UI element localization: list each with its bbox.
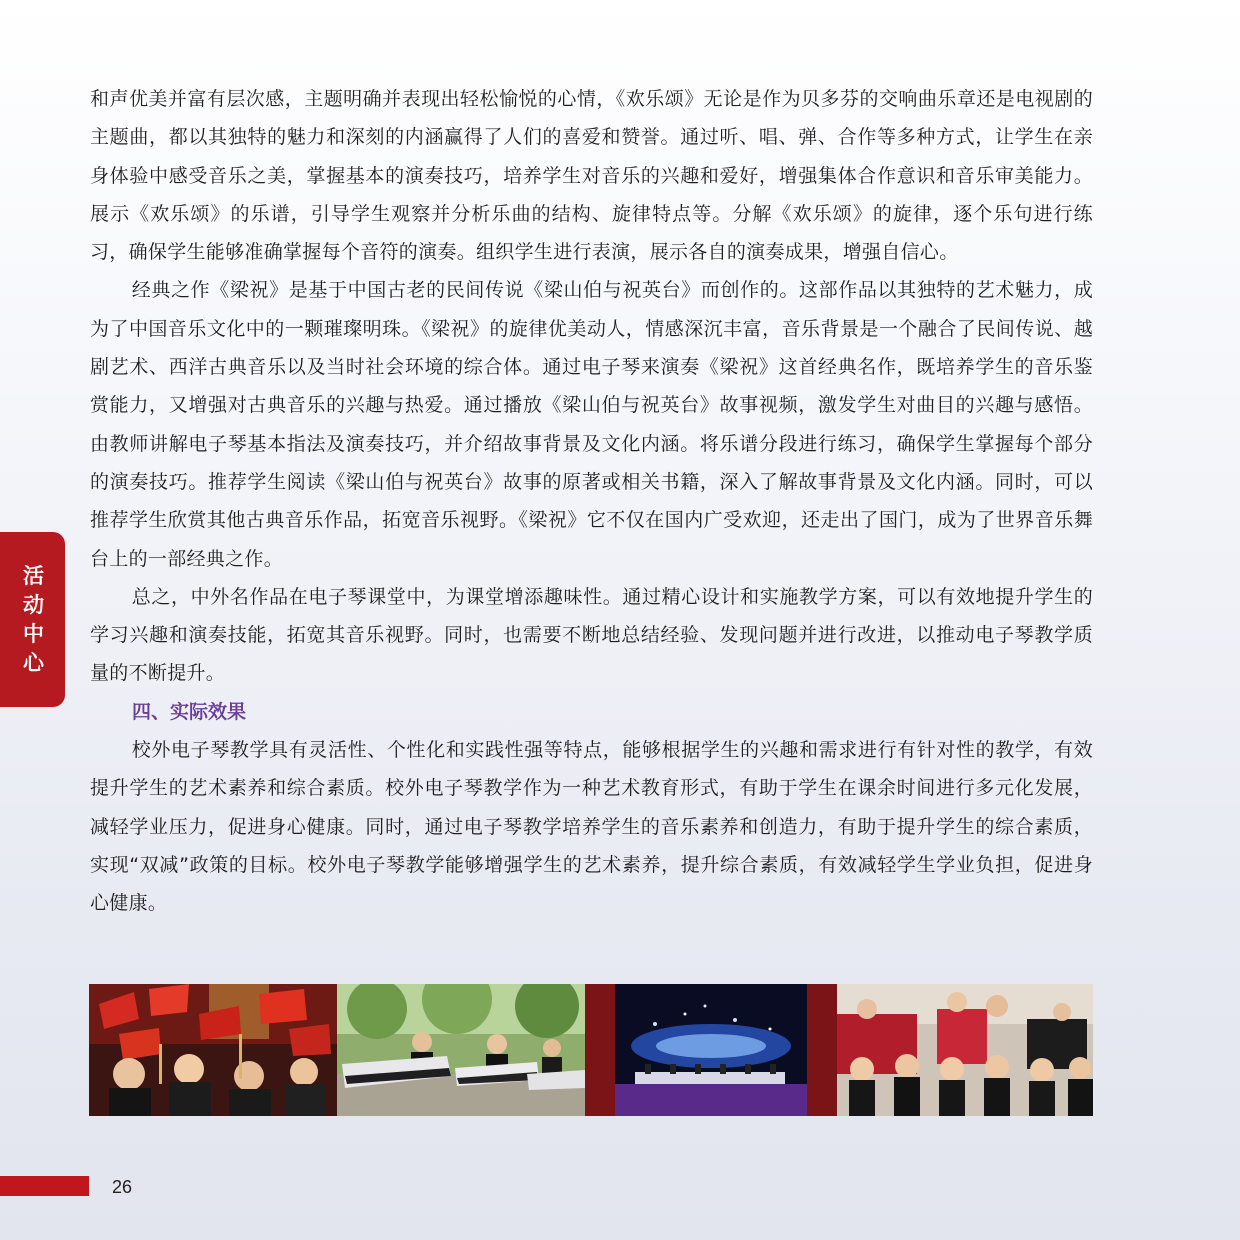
side-tab-char: 动 <box>23 592 44 617</box>
page-number: 26 <box>112 1177 133 1197</box>
outdoor-keyboard-performance-photo <box>337 984 585 1116</box>
footer-accent-bar <box>0 1176 89 1196</box>
stage-ensemble-performance-photo <box>585 984 837 1116</box>
side-tab-char: 活 <box>23 563 44 588</box>
students-waving-flags-photo <box>89 984 337 1116</box>
side-tab-char: 中 <box>23 621 44 646</box>
paragraph-3: 总之，中外名作品在电子琴课堂中，为课堂增添趣味性。通过精心设计和实施教学方案，可以有效地提升学生的学习兴趣和演奏技能，拓宽其音乐视野。同时，也需要不断地总结经验、发现问题并进行改进，以推动电子琴教学质量的不断提升。 <box>90 585 1093 685</box>
side-tab-char: 心 <box>23 650 44 675</box>
section-side-tab <box>0 532 65 707</box>
group-photo-with-teachers <box>837 984 1093 1116</box>
paragraph-4: 校外电子琴教学具有灵活性、个性化和实践性强等特点，能够根据学生的兴趣和需求进行有针对性的教学，有效提升学生的艺术素养和综合素质。校外电子琴教学作为一种艺术教育形式，有助于学生在课余时间进行多元化发展，减轻学业压力，促进身心健康。同时，通过电子琴教学培养学生的音乐素养和创造力，有助于提升学生的综合素质，实现“双减”政策的目标。校外电子琴教学能够增强学生的艺术素养，提升综合素质，有效减轻学生学业负担，促进身心健康。 <box>90 739 1093 915</box>
photo-strip <box>89 984 1093 1116</box>
section-heading: 四、实际效果 <box>132 700 247 723</box>
paragraph-1: 和声优美并富有层次感，主题明确并表现出轻松愉悦的心情，《欢乐颂》无论是作为贝多芬的交响曲乐章还是电视剧的主题曲，都以其独特的魅力和深刻的内涵赢得了人们的喜爱和赞誉。通过听、唱、弹、合作等多种方式，让学生在亲身体验中感受音乐之美，掌握基本的演奏技巧，培养学生对音乐的兴趣和爱好，增强集体合作意识和音乐审美能力。展示《欢乐颂》的乐谱，引导学生观察并分析乐曲的结构、旋律特点等。分解《欢乐颂》的旋律，逐个乐句进行练习，确保学生能够准确掌握每个音符的演奏。组织学生进行表演，展示各自的演奏成果，增强自信心。 <box>90 88 1093 264</box>
paragraph-2: 经典之作《梁祝》是基于中国古老的民间传说《梁山伯与祝英台》而创作的。这部作品以其独特的艺术魅力，成为了中国音乐文化中的一颗璀璨明珠。《梁祝》的旋律优美动人，情感深沉丰富，音乐背景是一个融合了民间传说、越剧艺术、西洋古典音乐以及当时社会环境的综合体。通过电子琴来演奏《梁祝》这首经典名作，既培养学生的音乐鉴赏能力，又增强对古典音乐的兴趣与热爱。通过播放《梁山伯与祝英台》故事视频，激发学生对曲目的兴趣与感悟。由教师讲解电子琴基本指法及演奏技巧，并介绍故事背景及文化内涵。将乐谱分段进行练习，确保学生掌握每个部分的演奏技巧。推荐学生阅读《梁山伯与祝英台》故事的原著或相关书籍，深入了解故事背景及文化内涵。同时，可以推荐学生欣赏其他古典音乐作品，拓宽音乐视野。《梁祝》它不仅在国内广受欢迎，还走出了国门，成为了世界音乐舞台上的一部经典之作。 <box>90 279 1093 570</box>
article-body <box>90 80 1093 923</box>
